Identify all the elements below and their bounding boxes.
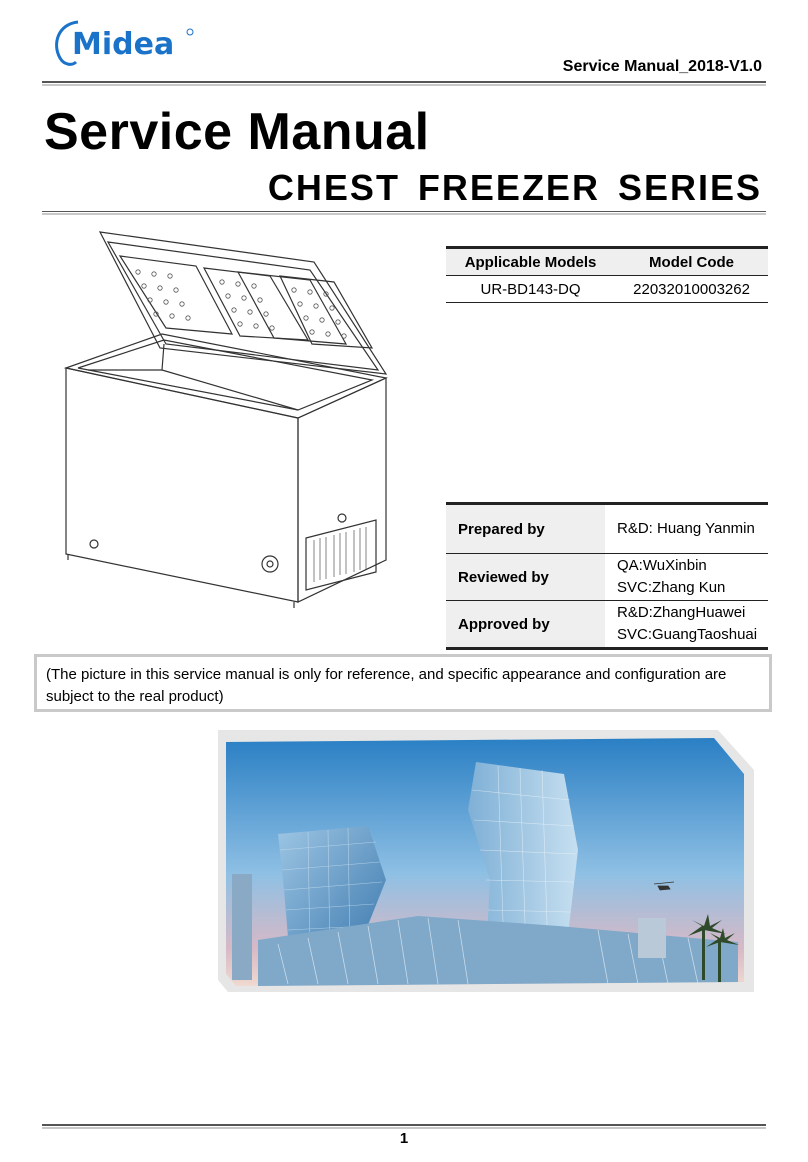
approved-by-line-1: R&D:ZhangHuawei: [617, 604, 746, 621]
page-title: Service Manual: [44, 103, 430, 161]
chest-freezer-drawing: [62, 220, 408, 610]
page-number: 1: [399, 1130, 409, 1147]
table-row: [446, 504, 768, 554]
prepared-by-label: Prepared by: [446, 504, 605, 554]
approved-by-line-2: SVC:GuangTaoshuai: [617, 626, 758, 643]
applicable-models-table: [446, 246, 768, 303]
header-rule: [42, 81, 766, 86]
reviewed-by-line-2: SVC:Zhang Kun: [617, 579, 726, 596]
svg-text:Midea: Midea: [72, 27, 175, 62]
table-row: [446, 554, 768, 601]
reviewed-by-line-1: QA:WuXinbin: [617, 557, 707, 574]
reviewed-by-value: [605, 554, 768, 601]
prepared-by-line-1: R&D: Huang Yanmin: [617, 520, 755, 537]
models-header-code: Model Code: [615, 248, 768, 276]
models-header-applicable: Applicable Models: [446, 248, 615, 276]
approved-by-label: Approved by: [446, 601, 605, 649]
midea-logo: [48, 14, 198, 70]
reference-notice: [34, 654, 772, 712]
prepared-by-value: [605, 504, 768, 554]
page-subtitle: CHEST FREEZER SERIES: [267, 167, 762, 208]
reviewed-by-label: Reviewed by: [446, 554, 605, 601]
approved-by-value: [605, 601, 768, 649]
headquarters-photo: [218, 730, 754, 992]
footer-rule: [42, 1124, 766, 1129]
title-rule: [42, 211, 766, 215]
table-row: [446, 276, 768, 303]
table-row: [446, 601, 768, 649]
model-name-cell: UR-BD143-DQ: [446, 276, 615, 303]
reference-notice-text: (The picture in this service manual is only for reference, and specific appearance and configuration are subject to the real product): [37, 657, 769, 709]
approval-table: [446, 502, 768, 650]
model-code-cell: 22032010003262: [615, 276, 768, 303]
manual-version: Service Manual_2018-V1.0: [562, 58, 762, 75]
